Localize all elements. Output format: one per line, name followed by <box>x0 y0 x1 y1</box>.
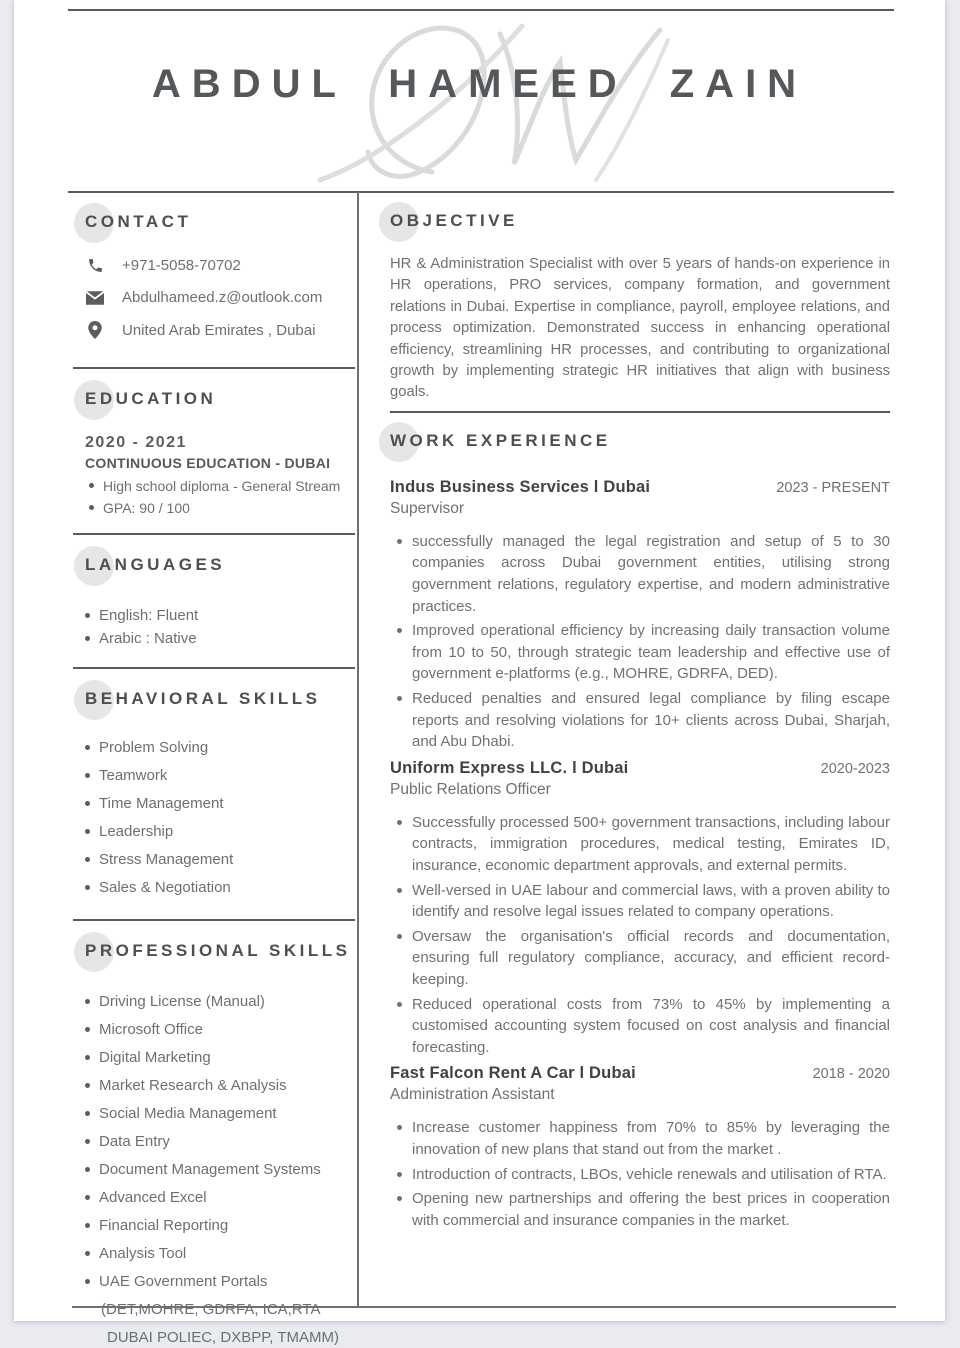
contact-email-row <box>85 289 355 306</box>
list-item: Market Research & Analysis <box>85 1076 355 1096</box>
job-dates: 2020-2023 <box>820 760 890 777</box>
job-dates: 2018 - 2020 <box>812 1066 890 1083</box>
section-objective <box>390 192 890 413</box>
contact-phone-value: +971-5058-70702 <box>122 257 241 274</box>
job-entry <box>390 1064 890 1231</box>
list-item: Problem Solving <box>85 738 355 758</box>
education-period: 2020 - 2021 <box>85 434 187 451</box>
job-bullet: Oversaw the organisation's official records and documentation, ensuring full regulatory compliance, accuracy, and efficient record-keeping. <box>390 926 890 991</box>
objective-text: HR & Administration Specialist with over 5 years of hands-on experience in HR operations, PRO services, company formation, and government relations in Dubai. Expertise in compliance, payroll, employee relations, and process optimization. Demonstrated success in enhancing operational efficiency, streamlining HR processes, and contributing to organizational growth by implementing strategic HR initiatives that align with business goals. <box>390 256 890 401</box>
job-header <box>390 759 890 778</box>
list-item: Data Entry <box>85 1132 355 1152</box>
job-entry <box>390 759 890 1059</box>
languages-heading-label: LANGUAGES <box>85 555 226 574</box>
list-item: Driving License (Manual) <box>85 992 355 1012</box>
job-bullet: Improved operational efficiency by increasing daily transaction volume from 10 to 50, through strategic team leadership and effective use of government e-platforms (e.g., MOHRE, GDRFA, DED). <box>390 620 890 685</box>
contact-heading <box>85 209 355 237</box>
list-item: Sales & Negotiation <box>85 878 355 898</box>
bottom-rule <box>72 1306 896 1308</box>
list-item: Microsoft Office <box>85 1020 355 1040</box>
section-work-experience <box>390 413 890 1231</box>
job-role: Supervisor <box>390 499 465 517</box>
job-bullet: successfully managed the legal registration and setup of 5 to 30 companies across Dubai government entities, utilising strong government relations, regulatory expertise, and modern administrative practices. <box>390 531 890 617</box>
job-dates: 2023 - PRESENT <box>776 479 890 496</box>
section-behavioral-skills <box>73 669 355 921</box>
job-bullet: Opening new partnerships and offering the best prices in cooperation with commercial and insurance companies in the market. <box>390 1188 890 1231</box>
list-item: Advanced Excel <box>85 1188 355 1208</box>
list-item: Teamwork <box>85 766 355 786</box>
job-company: Indus Business Services l Dubai <box>390 477 651 496</box>
list-item: Arabic : Native <box>85 629 355 649</box>
professional-skills-detail: (DET,MOHRE, GDRFA, ICA,RTA <box>101 1301 321 1318</box>
job-bullet: Successfully processed 500+ government transactions, including labour contracts, immigration procedures, medical testing, Emirates ID, insurance, economic department approvals, and external permits. <box>390 812 890 877</box>
job-header <box>390 478 890 497</box>
list-item: UAE Government Portals <box>85 1272 355 1292</box>
languages-heading <box>85 552 355 580</box>
section-education <box>73 369 355 535</box>
job-bullet: Increase customer happiness from 70% to 85% by leveraging the innovation of new plans that stand out from the market . <box>390 1117 890 1160</box>
list-item: Analysis Tool <box>85 1244 355 1264</box>
list-item: Digital Marketing <box>85 1048 355 1068</box>
page-title: ABDUL HAMEED ZAIN <box>151 62 808 106</box>
contact-location-row <box>85 321 355 339</box>
work-experience-heading-label: WORK EXPERIENCE <box>390 430 611 450</box>
objective-heading <box>390 208 890 236</box>
behavioral-skills-heading-label: BEHAVIORAL SKILLS <box>85 689 321 708</box>
job-entry <box>390 478 890 753</box>
job-bullet: Reduced operational costs from 73% to 45% by implementing a customised accounting system focused on cost analysis and financial forecasting. <box>390 994 890 1059</box>
location-pin-icon <box>85 321 105 339</box>
list-item: High school diploma - General Stream <box>85 476 355 496</box>
phone-icon <box>85 257 105 274</box>
left-column <box>73 192 355 1348</box>
right-column <box>358 192 890 1237</box>
education-heading <box>85 386 355 414</box>
job-company: Fast Falcon Rent A Car l Dubai <box>390 1064 636 1083</box>
behavioral-skills-heading <box>85 686 355 714</box>
contact-phone-row <box>85 257 355 274</box>
professional-skills-heading <box>85 938 355 966</box>
list-item: Financial Reporting <box>85 1216 355 1236</box>
languages-list <box>85 606 355 649</box>
education-school: CONTINUOUS EDUCATION - DUBAI <box>85 455 331 471</box>
job-bullet: Introduction of contracts, LBOs, vehicle renewals and utilisation of RTA. <box>390 1164 890 1186</box>
list-item: Stress Management <box>85 850 355 870</box>
job-bullet-list <box>390 1117 890 1231</box>
job-role: Administration Assistant <box>390 1086 555 1104</box>
envelope-icon <box>85 291 105 305</box>
contact-heading-label: CONTACT <box>85 212 192 231</box>
job-bullet: Reduced penalties and ensured legal compliance by filing escape reports and resolving violations for 10+ clients across Dubai, Sharjah, and Abu Dhabi. <box>390 688 890 753</box>
job-company: Uniform Express LLC. l Dubai <box>390 758 629 777</box>
list-item: GPA: 90 / 100 <box>85 498 355 518</box>
objective-heading-label: OBJECTIVE <box>390 211 518 230</box>
contact-email-value: Abdulhameed.z@outlook.com <box>122 289 323 306</box>
list-item: Leadership <box>85 822 355 842</box>
professional-skills-detail: DUBAI POLIEC, DXBPP, TMAMM) <box>107 1329 339 1346</box>
list-item: Document Management Systems <box>85 1160 355 1180</box>
education-list <box>85 476 355 518</box>
behavioral-skills-list <box>85 738 355 898</box>
education-heading-label: EDUCATION <box>85 389 217 408</box>
list-item: Social Media Management <box>85 1104 355 1124</box>
job-header <box>390 1064 890 1083</box>
resume-page <box>14 0 945 1346</box>
list-item: English: Fluent <box>85 606 355 626</box>
professional-skills-list <box>85 992 355 1292</box>
professional-skills-heading-label: PROFESSIONAL SKILLS <box>85 941 351 960</box>
section-languages <box>73 535 355 669</box>
section-contact <box>73 192 355 369</box>
job-bullet-list <box>390 531 890 753</box>
work-experience-heading <box>390 428 890 456</box>
job-role: Public Relations Officer <box>390 780 551 798</box>
list-item: Time Management <box>85 794 355 814</box>
section-professional-skills <box>73 921 355 1348</box>
job-bullet-list <box>390 812 890 1059</box>
contact-location-value: United Arab Emirates , Dubai <box>122 321 316 339</box>
job-bullet: Well-versed in UAE labour and commercial laws, with a proven ability to identify and resolve legal issues related to company operations. <box>390 880 890 923</box>
